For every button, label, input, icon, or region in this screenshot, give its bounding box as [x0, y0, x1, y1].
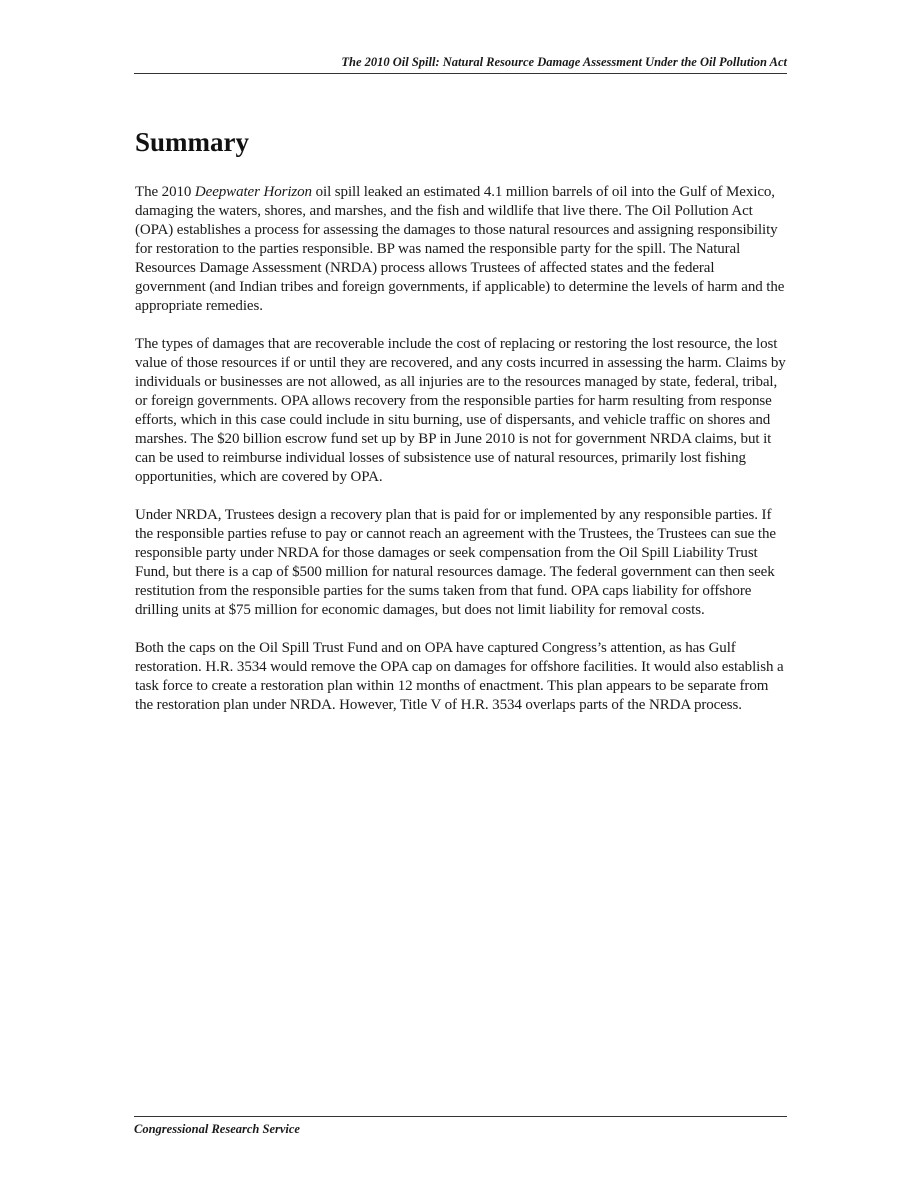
vessel-name: Deepwater Horizon — [194, 184, 312, 200]
summary-paragraph-4: Both the caps on the Oil Spill Trust Fund and on OPA have captured Congress’s attention, as has Gulf restoration. H.R. 3534 would remove the OPA cap on damages for offshore facilities. It would also establish a task force to create a restoration plan within 12 months of enactment. This plan appears to be separate from the restoration plan under NRDA. However, Title V of H.R. 3534 overlaps parts of the NRDA process. — [135, 640, 784, 713]
summary-paragraph-3: Under NRDA, Trustees design a recovery plan that is paid for or implemented by any responsible parties. If the responsible parties refuse to pay or cannot reach an agreement with the Trustees, the Trustees can sue the responsible party under NRDA for those damages or seek compensation from the Oil Spill Liability Trust Fund, but there is a cap of $500 million for natural resources damage. The federal government can then seek restitution from the responsible parties for the sums taken from that fund. OPA caps liability for offshore drilling units at $75 million for economic damages, but does not limit liability for removal costs. — [135, 507, 776, 618]
running-footer: Congressional Research Service — [134, 1116, 787, 1138]
summary-section — [135, 125, 787, 734]
paragraph-1-body: oil spill leaked an estimated 4.1 million barrels of oil into the Gulf of Mexico, damaging the waters, shores, and marshes, and the fish and wildlife that live there. The Oil Pollution Act (OPA) establishes a process for assessing the damages to those natural resources and assigning responsibility for restoration to the parties responsible. BP was named the responsible party for the spill. The Natural Resources Damage Assessment (NRDA) process allows Trustees of affected states and the federal government (and Indian tribes and foreign governments, if applicable) to determine the levels of harm and the appropriate remedies. — [135, 184, 785, 314]
summary-paragraph-1 — [135, 183, 787, 316]
paragraph-1-intro: The 2010 — [135, 184, 195, 200]
running-header: The 2010 Oil Spill: Natural Resource Damage Assessment Under the Oil Pollution Act — [134, 54, 787, 74]
summary-paragraph-2: The types of damages that are recoverable include the cost of replacing or restoring the lost resource, the lost value of those resources if or until they are recovered, and any costs incurred in assessing the harm. Claims by individuals or businesses are not allowed, as all injuries are to the resources managed by state, federal, tribal, or foreign governments. OPA allows recovery from the responsible parties for harm resulting from response efforts, which in this case could include in situ burning, use of dispersants, and vehicle traffic on shores and marshes. The $20 billion escrow fund set up by BP in June 2010 is not for government NRDA claims, but it can be used to reimburse individual losses of subsistence use of natural resources, primarily lost fishing opportunities, which are covered by OPA. — [135, 336, 786, 485]
summary-heading: Summary — [135, 127, 249, 157]
